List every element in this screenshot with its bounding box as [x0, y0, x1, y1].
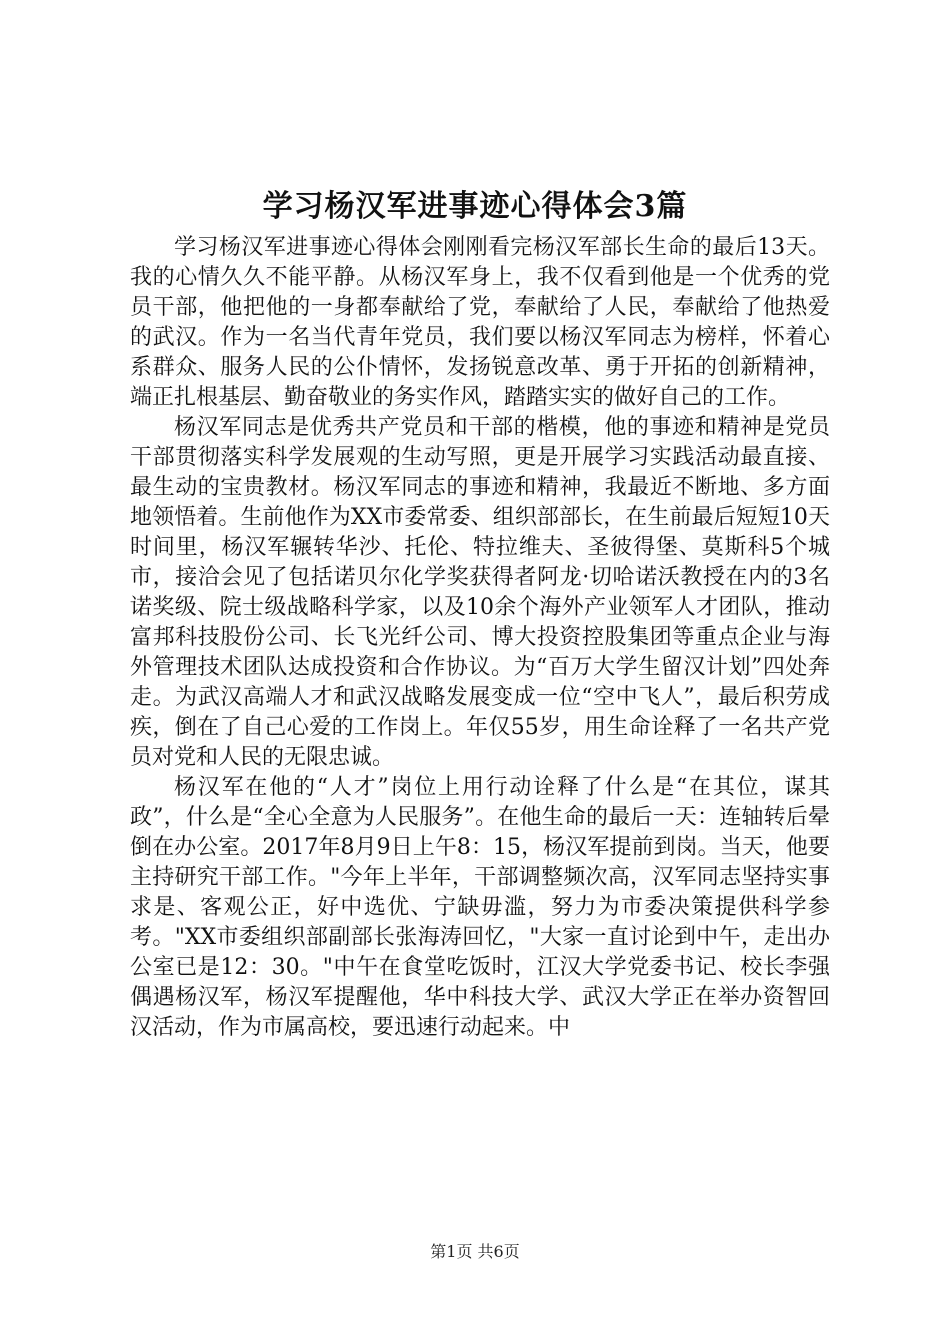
paragraph-3: 杨汉军在他的“人才”岗位上用行动诠释了什么是“在其位，谋其政”，什么是“全心全意为人民服务”。在他生命的最后一天：连轴转后晕倒在办公室。2017年8月9日上午8：15，杨汉军提前到岗。当天，他要主持研究干部工作。"今年上半年，干部调整频次高，汉军同志坚持实事求是、客观公正，好中选优、宁缺毋滥，努力为市委决策提供科学参考。"XX市委组织部副部长张海涛回忆，"大家一直讨论到中午，走出办公室已是12：30。"中午在食堂吃饭时，江汉大学党委书记、校长李强偶遇杨汉军，杨汉军提醒他，华中科技大学、武汉大学正在举办资智回汉活动，作为市属高校，要迅速行动起来。中 — [130, 775, 830, 1040]
paragraph-1: 学习杨汉军进事迹心得体会刚刚看完杨汉军部长生命的最后13天。我的心情久久不能平静。从杨汉军身上，我不仅看到他是一个优秀的党员干部，他把他的一身都奉献给了党，奉献给了人民，奉献给了他热爱的武汉。作为一名当代青年党员，我们要以杨汉军同志为榜样，怀着心系群众、服务人民的公仆情怀，发扬锐意改革、勇于开拓的创新精神，端正扎根基层、勤奋敬业的务实作风，踏踏实实的做好自己的工作。 — [130, 235, 830, 410]
page-footer: 第1页 共6页 — [430, 1242, 520, 1261]
document-body — [130, 233, 830, 1043]
paragraph-2: 杨汉军同志是优秀共产党员和干部的楷模，他的事迹和精神是党员干部贯彻落实科学发展观的生动写照，更是开展学习实践活动最直接、最生动的宝贵教材。杨汉军同志的事迹和精神，我最近不断地、多方面地领悟着。生前他作为XX市委常委、组织部部长，在生前最后短短10天时间里，杨汉军辗转华沙、托伦、特拉维夫、圣彼得堡、莫斯科5个城市，接洽会见了包括诺贝尔化学奖获得者阿龙·切哈诺沃教授在内的3名诺奖级、院士级战略科学家，以及10余个海外产业领军人才团队，推动富邦科技股份公司、长飞光纤公司、博大投资控股集团等重点企业与海外管理技术团队达成投资和合作协议。为“百万大学生留汉计划”四处奔走。为武汉高端人才和武汉战略发展变成一位“空中飞人”，最后积劳成疾，倒在了自己心爱的工作岗上。年仅55岁，用生命诠释了一名共产党员对党和人民的无限忠诚。 — [130, 415, 830, 770]
document-title: 学习杨汉军进事迹心得体会3篇 — [262, 189, 688, 224]
